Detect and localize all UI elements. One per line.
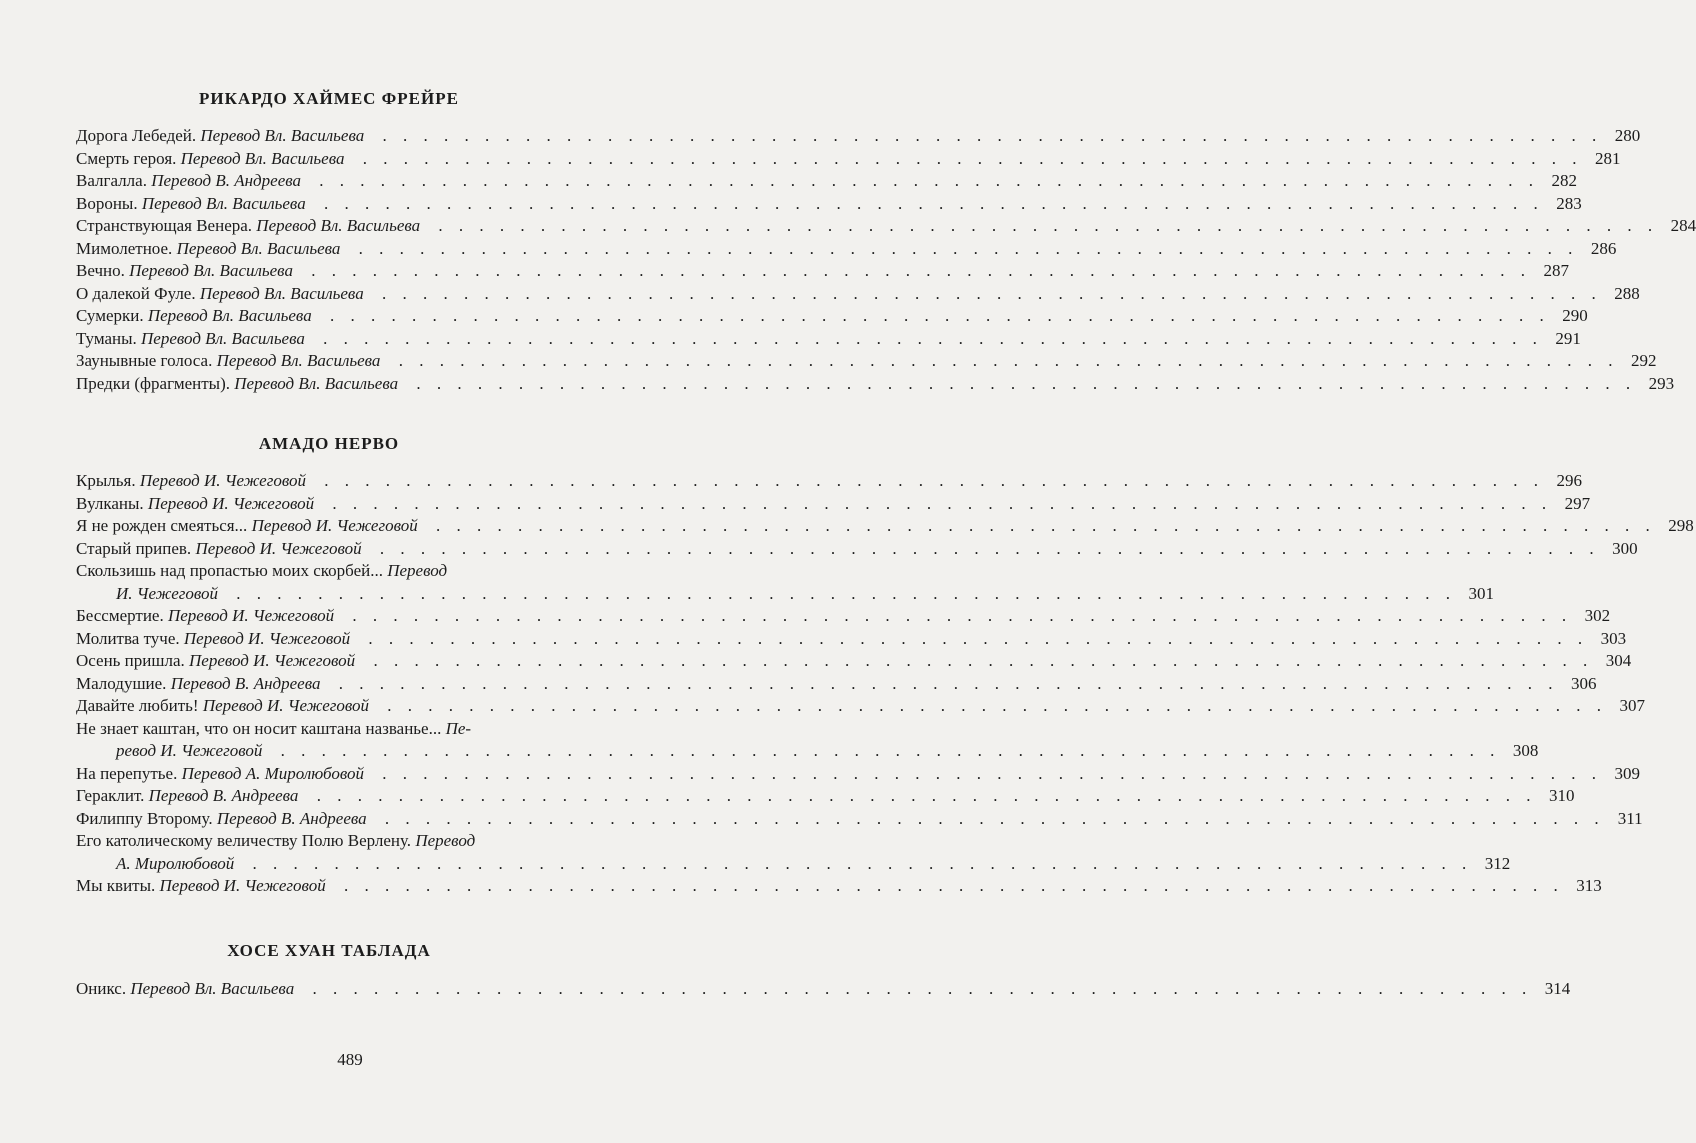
entry-translator: Перевод А. Миролюбовой xyxy=(181,763,365,783)
table-of-contents xyxy=(76,84,1696,1000)
entry-page: 313 xyxy=(1576,876,1602,895)
entry-translator: Перевод Вл. Васильева xyxy=(256,216,421,235)
entry-title: Вороны. xyxy=(76,193,138,213)
entry-title: О далекой Фуле. xyxy=(76,283,196,303)
entry-translator: Перевод xyxy=(415,831,476,850)
entry-title: Туманы. xyxy=(76,328,137,348)
entry-title: Предки (фрагменты). xyxy=(76,373,230,393)
entry-title: Малодушие. xyxy=(76,673,167,693)
entry-translator: Перевод Вл. Васильева xyxy=(180,148,345,168)
section-title: РИКАРДО ХАЙМЕС ФРЕЙРЕ xyxy=(199,89,459,108)
toc-entry xyxy=(76,328,1581,351)
toc-entry xyxy=(76,718,1539,763)
entry-translator: Перевод Вл. Васильева xyxy=(199,283,364,303)
entry-title: Не знает каштан, что он носит каштана названье... xyxy=(76,718,442,738)
leader-dots: . . . . . . . . . . . . . . . . . . . . . . . . . . . . . . . . . . . . . . . . . . . . . . . . . . . . . . . . . . . . xyxy=(342,606,1573,625)
leader-dots: . . . . . . . . . . . . . . . . . . . . . . . . . . . . . . . . . . . . . . . . . . . . . . . . . . . . . . . . . . . . xyxy=(374,808,1605,828)
entry-page: 307 xyxy=(1619,696,1646,715)
entry-translator: Перевод В. Андреева xyxy=(216,808,367,828)
entry-page: 283 xyxy=(1556,193,1582,213)
leader-dots: . . . . . . . . . . . . . . . . . . . . . . . . . . . . . . . . . . . . . . . . . . . . . . . . . . . . . . . . . . . . xyxy=(270,741,1501,760)
toc-entry xyxy=(76,515,1694,538)
leader-dots: . . . . . . . . . . . . . . . . . . . . . . . . . . . . . . . . . . . . . . . . . . . . . . . . . . . . . . . . . . . . xyxy=(226,583,1457,603)
leader-dots: . . . . . . . . . . . . . . . . . . . . . . . . . . . . . . . . . . . . . . . . . . . . . . . . . . . . . . . . . . . . xyxy=(425,516,1656,535)
entry-title: Крылья. xyxy=(76,471,136,490)
entry-title: На перепутье. xyxy=(76,763,178,783)
leader-dots: . . . . . . . . . . . . . . . . . . . . . . . . . . . . . . . . . . . . . . . . . . . . . . . . . . . . . . . . . . . . xyxy=(309,171,1540,190)
entry-page: 290 xyxy=(1562,306,1588,325)
entry-translator: Пе- xyxy=(445,718,472,738)
entry-page: 308 xyxy=(1512,741,1539,760)
toc-entry xyxy=(76,978,1571,1001)
entry-translator: Перевод Вл. Васильева xyxy=(176,238,341,258)
toc-entry xyxy=(76,875,1602,898)
toc-entry xyxy=(76,605,1611,628)
toc-entry xyxy=(76,215,1696,238)
entry-translator: Перевод И. Чежеговой xyxy=(147,493,315,513)
entry-title: Его католическому величеству Полю Верлену. xyxy=(76,831,412,850)
entry-title: Старый припев. xyxy=(76,538,192,558)
toc-entry xyxy=(76,763,1641,786)
entry-page: 302 xyxy=(1584,606,1611,625)
entry-title: Давайте любить! xyxy=(76,696,199,715)
toc-entry xyxy=(76,283,1640,306)
entry-translator: Перевод И. Чежеговой xyxy=(202,696,370,715)
entry-page: 297 xyxy=(1564,493,1591,513)
leader-dots: . . . . . . . . . . . . . . . . . . . . . . . . . . . . . . . . . . . . . . . . . . . . . . . . . . . . . . . . . . . . xyxy=(312,328,1543,348)
entry-title: Скользишь над пропастью моих скорбей... xyxy=(76,561,383,580)
entry-title: Странствующая Венера. xyxy=(76,216,253,235)
entry-page: 311 xyxy=(1617,808,1643,828)
entry-translator: Перевод И. Чежеговой xyxy=(159,876,326,895)
toc-entry xyxy=(76,350,1657,373)
entry-page: 281 xyxy=(1594,148,1621,168)
entry-title: Дорога Лебедей. xyxy=(76,126,197,145)
toc-entry xyxy=(76,373,1675,396)
toc-entry xyxy=(76,260,1569,283)
leader-dots: . . . . . . . . . . . . . . . . . . . . . . . . . . . . . . . . . . . . . . . . . . . . . . . . . . . . . . . . . . . . xyxy=(306,786,1537,805)
entry-translator: ревод И. Чежеговой xyxy=(116,741,263,760)
entry-page: 298 xyxy=(1668,516,1694,535)
entry-page: 310 xyxy=(1548,786,1575,805)
entry-translator: Перевод И. Чежеговой xyxy=(183,628,351,648)
toc-entry xyxy=(76,193,1582,216)
entry-title: Гераклит. xyxy=(76,786,145,805)
entry-page: 303 xyxy=(1600,628,1627,648)
toc-entry xyxy=(76,695,1646,718)
leader-dots: . . . . . . . . . . . . . . . . . . . . . . . . . . . . . . . . . . . . . . . . . . . . . . . . . . . . . . . . . . . . xyxy=(302,978,1533,998)
toc-entry xyxy=(76,785,1575,808)
toc-entry xyxy=(76,148,1621,171)
leader-dots: . . . . . . . . . . . . . . . . . . . . . . . . . . . . . . . . . . . . . . . . . . . . . . . . . . . . . . . . . . . . xyxy=(319,306,1550,325)
entry-translator: Перевод В. Андреева xyxy=(170,673,321,693)
entry-title: Филиппу Второму. xyxy=(76,808,213,828)
entry-translator: Перевод Вл. Васильева xyxy=(141,193,306,213)
toc-entry xyxy=(76,673,1597,696)
toc-entry xyxy=(76,170,1578,193)
entry-translator: Перевод В. Андреева xyxy=(151,171,302,190)
entry-translator: Перевод В. Андреева xyxy=(148,786,299,805)
leader-dots: . . . . . . . . . . . . . . . . . . . . . . . . . . . . . . . . . . . . . . . . . . . . . . . . . . . . . . . . . . . . xyxy=(358,628,1589,648)
leader-dots: . . . . . . . . . . . . . . . . . . . . . . . . . . . . . . . . . . . . . . . . . . . . . . . . . . . . . . . . . . . . xyxy=(300,261,1531,280)
entry-page: 309 xyxy=(1614,763,1641,783)
entry-page: 304 xyxy=(1605,651,1632,670)
entry-page: 287 xyxy=(1543,261,1569,280)
leader-dots: . . . . . . . . . . . . . . . . . . . . . . . . . . . . . . . . . . . . . . . . . . . . . . . . . . . . . . . . . . . . xyxy=(313,193,1544,213)
toc-entry xyxy=(76,560,1495,605)
leader-dots: . . . . . . . . . . . . . . . . . . . . . . . . . . . . . . . . . . . . . . . . . . . . . . . . . . . . . . . . . . . . xyxy=(372,763,1603,783)
entry-translator: Перевод И. Чежеговой xyxy=(195,538,362,558)
leader-dots: . . . . . . . . . . . . . . . . . . . . . . . . . . . . . . . . . . . . . . . . . . . . . . . . . . . . . . . . . . . . xyxy=(371,283,1602,303)
entry-translator: Перевод Вл. Васильева xyxy=(141,328,305,348)
entry-translator: Перевод Вл. Васильева xyxy=(147,306,312,325)
toc-entry xyxy=(76,238,1617,261)
entry-page: 312 xyxy=(1484,853,1511,873)
entry-title: Вулканы. xyxy=(76,493,144,513)
entry-page: 284 xyxy=(1670,216,1696,235)
entry-translator: Перевод Вл. Васильева xyxy=(234,373,399,393)
leader-dots: . . . . . . . . . . . . . . . . . . . . . . . . . . . . . . . . . . . . . . . . . . . . . . . . . . . . . . . . . . . . xyxy=(352,148,1583,168)
entry-translator: Перевод Вл. Васильева xyxy=(216,351,381,370)
entry-page: 296 xyxy=(1556,471,1583,490)
section-entries xyxy=(76,125,1696,395)
toc-entry xyxy=(76,470,1583,493)
leader-dots: . . . . . . . . . . . . . . . . . . . . . . . . . . . . . . . . . . . . . . . . . . . . . . . . . . . . . . . . . . . . xyxy=(333,876,1564,895)
entry-page: 282 xyxy=(1551,171,1578,190)
toc-entry xyxy=(76,493,1591,516)
entry-page: 280 xyxy=(1614,126,1641,145)
entry-translator: А. Миролюбовой xyxy=(116,853,235,873)
toc-entry xyxy=(76,830,1511,875)
leader-dots: . . . . . . . . . . . . . . . . . . . . . . . . . . . . . . . . . . . . . . . . . . . . . . . . . . . . . . . . . . . . xyxy=(328,673,1559,693)
leader-dots: . . . . . . . . . . . . . . . . . . . . . . . . . . . . . . . . . . . . . . . . . . . . . . . . . . . . . . . . . . . . xyxy=(377,696,1608,715)
entry-page: 306 xyxy=(1571,673,1597,693)
entry-translator: Перевод Вл. Васильева xyxy=(130,978,295,998)
entry-translator: Перевод И. Чежеговой xyxy=(189,651,356,670)
entry-page: 288 xyxy=(1614,283,1640,303)
entry-translator: Перевод И. Чежеговой xyxy=(167,606,335,625)
entry-title: Мимолетное. xyxy=(76,238,173,258)
toc-entry xyxy=(76,305,1588,328)
entry-title: Сумерки. xyxy=(76,306,144,325)
section-entries xyxy=(76,470,1694,898)
entry-title: Оникс. xyxy=(76,978,127,998)
leader-dots: . . . . . . . . . . . . . . . . . . . . . . . . . . . . . . . . . . . . . . . . . . . . . . . . . . . . . . . . . . . . xyxy=(242,853,1473,873)
leader-dots: . . . . . . . . . . . . . . . . . . . . . . . . . . . . . . . . . . . . . . . . . . . . . . . . . . . . . . . . . . . . xyxy=(428,216,1659,235)
entry-page: 301 xyxy=(1468,583,1495,603)
entry-page: 314 xyxy=(1544,978,1571,998)
entry-translator: Перевод Вл. Васильева xyxy=(129,261,293,280)
section-title: АМАДО НЕРВО xyxy=(258,434,400,453)
entry-title: Молитва туче. xyxy=(76,628,180,648)
entry-page: 292 xyxy=(1630,351,1657,370)
entry-title: Вечно. xyxy=(76,261,125,280)
toc-entry xyxy=(76,650,1632,673)
entry-page: 300 xyxy=(1612,538,1638,558)
entry-title: Мы квиты. xyxy=(76,876,156,895)
section-entries xyxy=(76,978,1571,1001)
entry-page: 286 xyxy=(1590,238,1617,258)
entry-translator: Перевод И. Чежеговой xyxy=(251,516,418,535)
entry-translator: Перевод И. Чежеговой xyxy=(139,471,307,490)
section-title: ХОСЕ ХУАН ТАБЛАДА xyxy=(227,940,431,960)
leader-dots: . . . . . . . . . . . . . . . . . . . . . . . . . . . . . . . . . . . . . . . . . . . . . . . . . . . . . . . . . . . . xyxy=(363,651,1594,670)
entry-title: Валгалла. xyxy=(76,171,147,190)
entry-title: Я не рожден смеяться... xyxy=(76,516,248,535)
entry-page: 293 xyxy=(1648,373,1675,393)
entry-translator: Перевод xyxy=(387,561,448,580)
page-number: 489 xyxy=(337,1050,363,1069)
leader-dots: . . . . . . . . . . . . . . . . . . . . . . . . . . . . . . . . . . . . . . . . . . . . . . . . . . . . . . . . . . . . xyxy=(369,538,1600,558)
toc-entry xyxy=(76,808,1643,831)
leader-dots: . . . . . . . . . . . . . . . . . . . . . . . . . . . . . . . . . . . . . . . . . . . . . . . . . . . . . . . . . . . . xyxy=(388,351,1619,370)
leader-dots: . . . . . . . . . . . . . . . . . . . . . . . . . . . . . . . . . . . . . . . . . . . . . . . . . . . . . . . . . . . . xyxy=(348,238,1579,258)
toc-entry xyxy=(76,628,1627,651)
leader-dots: . . . . . . . . . . . . . . . . . . . . . . . . . . . . . . . . . . . . . . . . . . . . . . . . . . . . . . . . . . . . xyxy=(314,471,1545,490)
leader-dots: . . . . . . . . . . . . . . . . . . . . . . . . . . . . . . . . . . . . . . . . . . . . . . . . . . . . . . . . . . . . xyxy=(406,373,1637,393)
leader-dots: . . . . . . . . . . . . . . . . . . . . . . . . . . . . . . . . . . . . . . . . . . . . . . . . . . . . . . . . . . . . xyxy=(372,126,1603,145)
entry-title: Бессмертие. xyxy=(76,606,164,625)
entry-page: 291 xyxy=(1555,328,1581,348)
entry-translator: И. Чежеговой xyxy=(116,583,219,603)
entry-title: Заунывные голоса. xyxy=(76,351,213,370)
entry-title: Смерть героя. xyxy=(76,148,177,168)
entry-translator: Перевод Вл. Васильева xyxy=(200,126,365,145)
toc-entry xyxy=(76,125,1641,148)
leader-dots: . . . . . . . . . . . . . . . . . . . . . . . . . . . . . . . . . . . . . . . . . . . . . . . . . . . . . . . . . . . . xyxy=(322,493,1553,513)
entry-title: Осень пришла. xyxy=(76,651,185,670)
toc-entry xyxy=(76,538,1638,561)
